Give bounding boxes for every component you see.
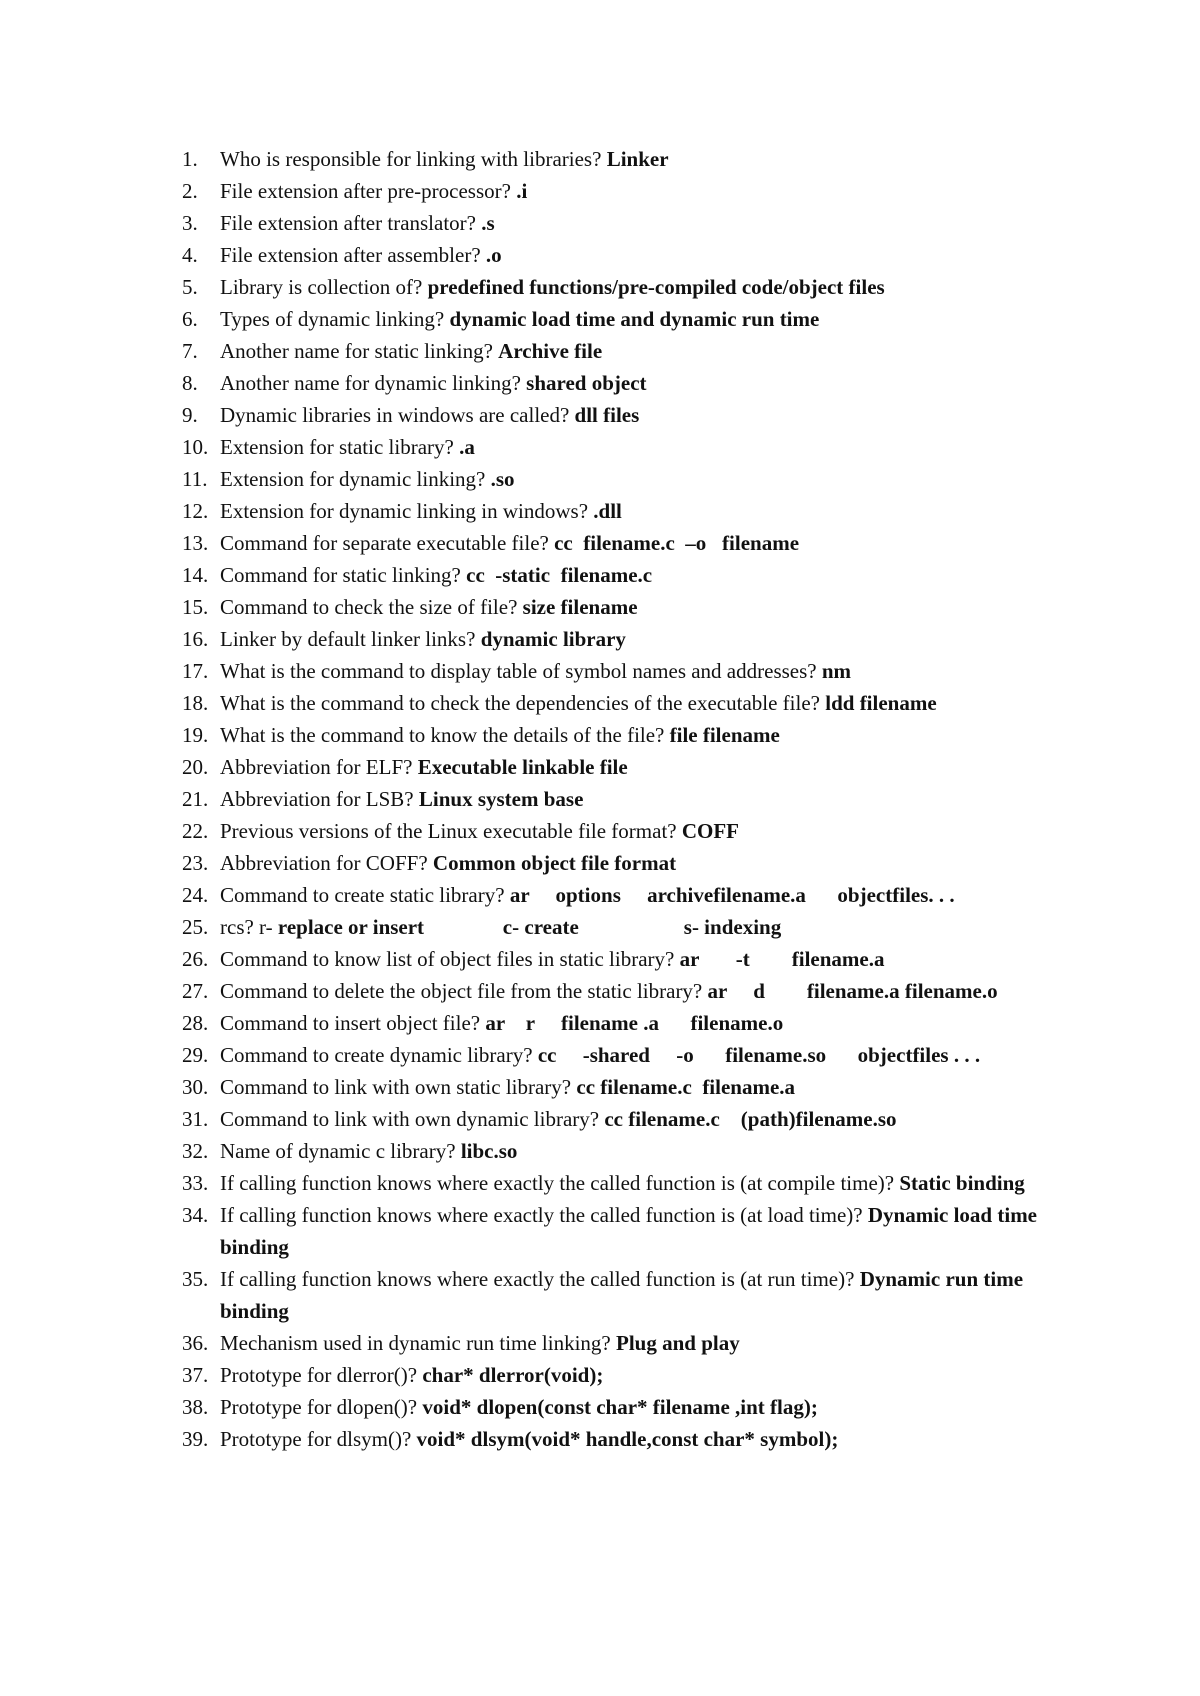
answer-text: .i [516, 179, 528, 203]
question-text: If calling function knows where exactly the called function is (at compile time)? [220, 1171, 900, 1195]
list-item [182, 239, 1072, 271]
question-text: Prototype for dlsym()? [220, 1427, 417, 1451]
question-text: Command for static linking? [220, 563, 467, 587]
answer-text: char* dlerror(void); [422, 1363, 604, 1387]
item-number: 28. [182, 1011, 209, 1035]
answer-text: ar -t filename.a [679, 947, 885, 971]
question-text: Command to insert object file? [220, 1011, 486, 1035]
question-text: rcs? r- [220, 915, 278, 939]
list-item [182, 1135, 1072, 1167]
answer-text: .s [481, 211, 495, 235]
list-item [182, 527, 1072, 559]
list-item [182, 943, 1072, 975]
answer-text: void* dlopen(const char* filename ,int flag); [422, 1395, 818, 1419]
item-number: 32. [182, 1139, 209, 1163]
item-number: 27. [182, 979, 209, 1003]
answer-text: ar options archivefilename.a objectfiles. . . [509, 883, 955, 907]
list-item [182, 783, 1072, 815]
item-number: 35. [182, 1267, 209, 1291]
list-item [182, 1007, 1072, 1039]
question-text: Prototype for dlerror()? [220, 1363, 423, 1387]
answer-text: void* dlsym(void* handle,const char* symbol); [416, 1427, 839, 1451]
item-number: 37. [182, 1363, 209, 1387]
item-number: 22. [182, 819, 209, 843]
answer-text: Static binding [899, 1171, 1025, 1195]
question-text: Previous versions of the Linux executable file format? [220, 819, 682, 843]
answer-text: cc filename.c –o filename [554, 531, 800, 555]
question-text: Command for separate executable file? [220, 531, 555, 555]
answer-text: Executable linkable file [417, 755, 628, 779]
answer-text: .a [459, 435, 475, 459]
item-number: 1. [182, 147, 198, 171]
list-item [182, 687, 1072, 719]
list-item [182, 1071, 1072, 1103]
list-item [182, 463, 1072, 495]
list-item [182, 751, 1072, 783]
item-number: 6. [182, 307, 198, 331]
list-item [182, 271, 1072, 303]
answer-text: Common object file format [432, 851, 677, 875]
answer-text: dynamic load time and dynamic run time [449, 307, 820, 331]
question-text: Extension for dynamic linking? [220, 467, 491, 491]
list-item [182, 1103, 1072, 1135]
item-number: 38. [182, 1395, 209, 1419]
question-text: Mechanism used in dynamic run time linking? [220, 1331, 617, 1355]
question-text: Types of dynamic linking? [220, 307, 450, 331]
item-number: 14. [182, 563, 209, 587]
list-item [182, 1039, 1072, 1071]
answer-text: cc filename.c (path)filename.so [604, 1107, 897, 1131]
item-number: 39. [182, 1427, 209, 1451]
item-number: 24. [182, 883, 209, 907]
list-item [182, 815, 1072, 847]
question-text: What is the command to know the details of the file? [220, 723, 670, 747]
answer-text: cc -static filename.c [466, 563, 653, 587]
item-number: 15. [182, 595, 209, 619]
list-item [182, 1167, 1072, 1199]
answer-text: ar r filename .a filename.o [485, 1011, 784, 1035]
answer-text: size filename [522, 595, 638, 619]
item-number: 8. [182, 371, 198, 395]
question-text: Prototype for dlopen()? [220, 1395, 423, 1419]
list-item [182, 879, 1072, 911]
answer-text: dynamic library [480, 627, 626, 651]
question-text: Who is responsible for linking with libraries? [220, 147, 607, 171]
answer-text: COFF [681, 819, 740, 843]
question-text: Command to know list of object files in static library? [220, 947, 680, 971]
list-item [182, 335, 1072, 367]
list-item [182, 591, 1072, 623]
item-number: 10. [182, 435, 209, 459]
answer-text: Linker [606, 147, 669, 171]
question-text: Another name for dynamic linking? [220, 371, 527, 395]
question-text: Command to link with own static library? [220, 1075, 577, 1099]
list-item [182, 1359, 1072, 1391]
item-number: 17. [182, 659, 209, 683]
list-item [182, 847, 1072, 879]
item-number: 29. [182, 1043, 209, 1067]
list-item [182, 911, 1072, 943]
item-number: 9. [182, 403, 198, 427]
question-text: Command to create dynamic library? [220, 1043, 538, 1067]
item-number: 18. [182, 691, 209, 715]
answer-text: file filename [669, 723, 780, 747]
list-item [182, 303, 1072, 335]
question-text: File extension after pre-processor? [220, 179, 517, 203]
item-number: 7. [182, 339, 198, 363]
list-item [182, 1199, 1072, 1263]
item-number: 19. [182, 723, 209, 747]
question-text: Linker by default linker links? [220, 627, 481, 651]
list-item [182, 495, 1072, 527]
answer-text: .so [490, 467, 515, 491]
item-number: 23. [182, 851, 209, 875]
item-number: 11. [182, 467, 208, 491]
answer-text: .dll [593, 499, 622, 523]
question-text: What is the command to display table of symbol names and addresses? [220, 659, 822, 683]
list-item [182, 1327, 1072, 1359]
list-item [182, 143, 1072, 175]
list-item [182, 207, 1072, 239]
list-item [182, 367, 1072, 399]
list-item [182, 719, 1072, 751]
question-text: If calling function knows where exactly the called function is (at load time)? [220, 1203, 868, 1227]
question-text: File extension after assembler? [220, 243, 486, 267]
item-number: 36. [182, 1331, 209, 1355]
item-number: 16. [182, 627, 209, 651]
list-item [182, 399, 1072, 431]
answer-text: ar d filename.a filename.o [707, 979, 998, 1003]
question-text: Command to create static library? [220, 883, 510, 907]
answer-text: cc filename.c filename.a [576, 1075, 796, 1099]
question-text: Abbreviation for COFF? [220, 851, 433, 875]
question-text: Abbreviation for LSB? [220, 787, 419, 811]
item-number: 12. [182, 499, 209, 523]
question-text: Abbreviation for ELF? [220, 755, 418, 779]
item-number: 21. [182, 787, 209, 811]
item-number: 3. [182, 211, 198, 235]
list-item [182, 1263, 1072, 1327]
question-text: Name of dynamic c library? [220, 1139, 461, 1163]
list-item [182, 175, 1072, 207]
question-text: What is the command to check the dependencies of the executable file? [220, 691, 826, 715]
list-item [182, 623, 1072, 655]
answer-text: shared object [526, 371, 647, 395]
answer-text: cc -shared -o filename.so objectfiles . . . [537, 1043, 981, 1067]
list-item [182, 559, 1072, 591]
question-text: If calling function knows where exactly the called function is (at run time)? [220, 1267, 860, 1291]
question-text: Library is collection of? [220, 275, 428, 299]
answer-text: predefined functions/pre-compiled code/object files [427, 275, 885, 299]
answer-text: dll files [574, 403, 640, 427]
item-number: 34. [182, 1203, 209, 1227]
question-text: Extension for static library? [220, 435, 460, 459]
list-item [182, 1423, 1072, 1455]
list-item [182, 431, 1072, 463]
answer-text: Plug and play [616, 1331, 740, 1355]
question-text: Dynamic libraries in windows are called? [220, 403, 575, 427]
item-number: 13. [182, 531, 209, 555]
question-text: Command to link with own dynamic library? [220, 1107, 605, 1131]
question-text: Command to check the size of file? [220, 595, 523, 619]
item-number: 20. [182, 755, 209, 779]
question-text: Command to delete the object file from the static library? [220, 979, 708, 1003]
list-item [182, 655, 1072, 687]
item-number: 30. [182, 1075, 209, 1099]
item-number: 2. [182, 179, 198, 203]
question-text: Extension for dynamic linking in windows? [220, 499, 594, 523]
question-list [182, 143, 1072, 1455]
item-number: 26. [182, 947, 209, 971]
answer-text: replace or insert c- create s- indexing [277, 915, 782, 939]
answer-text: libc.so [460, 1139, 518, 1163]
answer-text: Dynamic load time binding [220, 1203, 1043, 1259]
item-number: 5. [182, 275, 198, 299]
question-text: Another name for static linking? [220, 339, 499, 363]
answer-text: .o [485, 243, 502, 267]
answer-text: Dynamic run time binding [220, 1267, 1029, 1323]
list-item [182, 1391, 1072, 1423]
answer-text: Archive file [498, 339, 603, 363]
item-number: 33. [182, 1171, 209, 1195]
item-number: 25. [182, 915, 209, 939]
answer-text: nm [821, 659, 852, 683]
answer-text: ldd filename [825, 691, 937, 715]
question-text: File extension after translator? [220, 211, 482, 235]
answer-text: Linux system base [418, 787, 584, 811]
item-number: 4. [182, 243, 198, 267]
item-number: 31. [182, 1107, 209, 1131]
list-item [182, 975, 1072, 1007]
